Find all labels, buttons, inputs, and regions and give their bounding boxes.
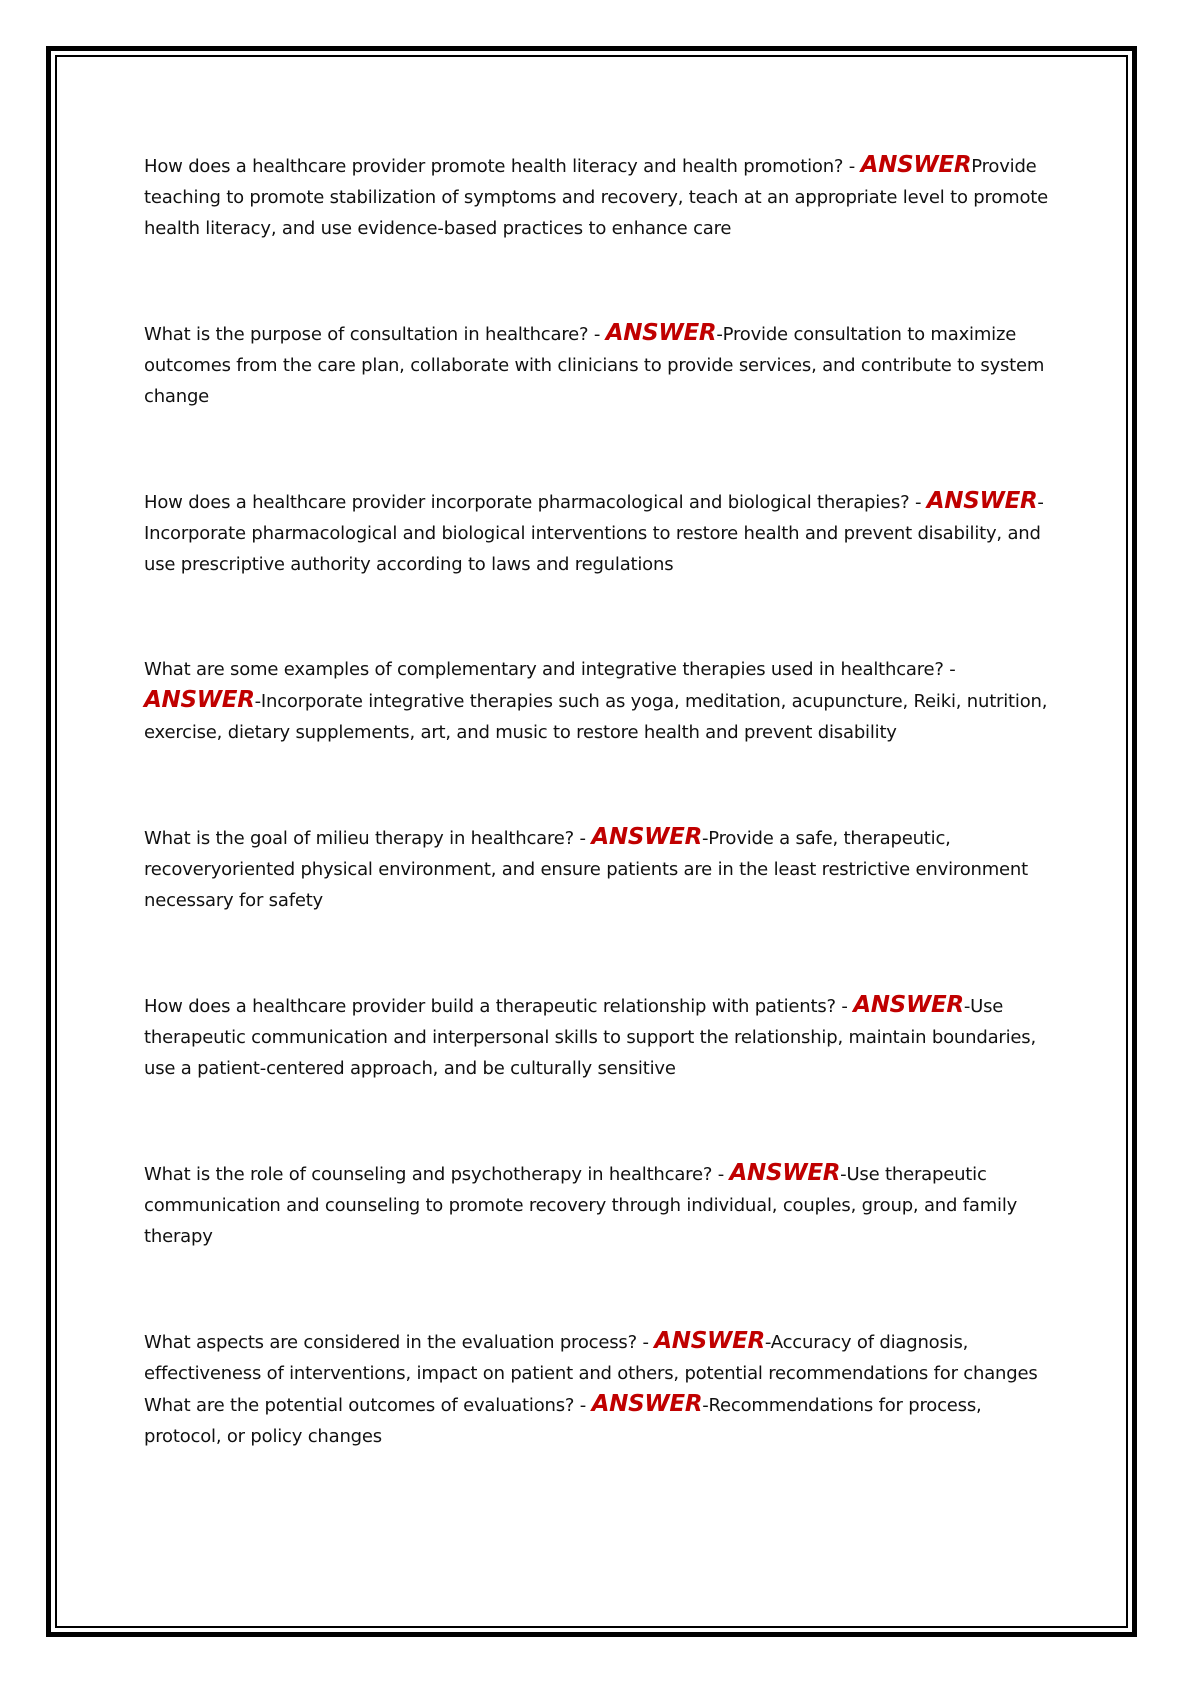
question-text: How does a healthcare provider promote health literacy and health promotion? - xyxy=(144,156,861,177)
answer-label: ANSWER xyxy=(860,152,972,178)
qa-item-6 xyxy=(144,990,1056,1084)
answer-text: -Provide consultation to maximize outcomes from the care plan, collaborate with clinicians to provide services, and contribute to system change xyxy=(144,324,1045,407)
qa-item-4 xyxy=(144,654,1056,748)
question-text: What is the goal of milieu therapy in healthcare? - xyxy=(144,828,592,849)
question-text: What is the role of counseling and psychotherapy in healthcare? - xyxy=(144,1164,730,1185)
answer-label: ANSWER xyxy=(926,488,1038,514)
document-body xyxy=(144,150,1056,1452)
answer-text: -Use therapeutic communication and interpersonal skills to support the relationship, maintain boundaries, use a patient-centered approach, and be culturally sensitive xyxy=(144,996,1036,1079)
answer-label: ANSWER xyxy=(605,320,717,346)
answer-label: ANSWER xyxy=(591,1391,703,1417)
answer-text: -Use therapeutic communication and counseling to promote recovery through individual, couples, group, and family therapy xyxy=(144,1164,1018,1247)
answer-text: -Provide a safe, therapeutic, recoveryoriented physical environment, and ensure patients are in the least restrictive environment necessary for safety xyxy=(144,828,1028,911)
qa-item-3 xyxy=(144,486,1056,580)
question-text: How does a healthcare provider incorporate pharmacological and biological therapies? - xyxy=(144,492,927,513)
answer-label: ANSWER xyxy=(144,687,255,713)
question-text: What is the purpose of consultation in healthcare? - xyxy=(144,324,606,345)
answer-text: -Accuracy of diagnosis, effectiveness of interventions, impact on patient and others, potential recommendations for changes What are the potential outcomes of evaluations? - xyxy=(144,1332,1038,1416)
answer-text: -Incorporate pharmacological and biological interventions to restore health and prevent disability, and use prescriptive authority according to laws and regulations xyxy=(144,492,1044,575)
qa-item-5 xyxy=(144,822,1056,916)
answer-text: -Recommendations for process, protocol, or policy changes xyxy=(144,1395,982,1447)
question-text: What are some examples of complementary and integrative therapies used in healthcare? - xyxy=(144,659,956,680)
answer-text: -Incorporate integrative therapies such as yoga, meditation, acupuncture, Reiki, nutrition, exercise, dietary supplements, art, and music to restore health and prevent disability xyxy=(144,691,1048,743)
answer-label: ANSWER xyxy=(729,1160,841,1186)
answer-label: ANSWER xyxy=(591,824,702,850)
qa-item-7 xyxy=(144,1158,1056,1252)
qa-item-8 xyxy=(144,1326,1056,1452)
answer-label: ANSWER xyxy=(654,1328,765,1354)
qa-item-2 xyxy=(144,318,1056,412)
qa-item-1 xyxy=(144,150,1056,244)
answer-label: ANSWER xyxy=(853,992,964,1018)
question-text: How does a healthcare provider build a therapeutic relationship with patients? - xyxy=(144,996,854,1017)
question-text: What aspects are considered in the evaluation process? - xyxy=(144,1332,655,1353)
answer-text: Provide teaching to promote stabilization of symptoms and recovery, teach at an appropriate level to promote health literacy, and use evidence-based practices to enhance care xyxy=(144,156,1049,239)
